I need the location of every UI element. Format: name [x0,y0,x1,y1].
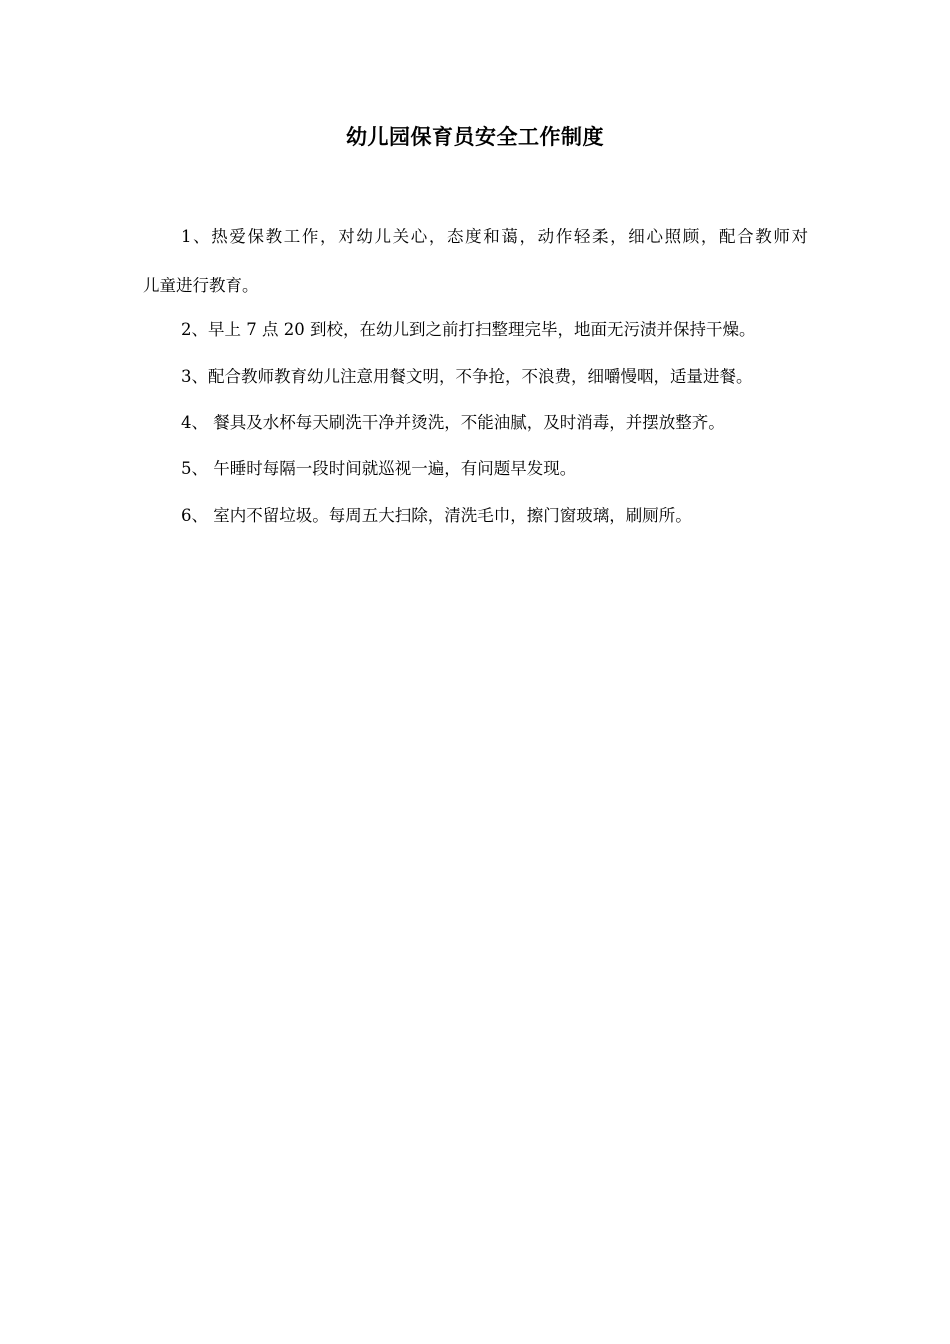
rule-item-1-line-1: 1、热爱保教工作，对幼儿关心，态度和蔼，动作轻柔，细心照顾，配合教师对 [181,227,808,246]
rule-item-4: 4、 餐具及水杯每天刷洗干净并烫洗，不能油腻，及时消毒，并摆放整齐。 [181,413,725,432]
rule-item-5: 5、 午睡时每隔一段时间就巡视一遍，有问题早发现。 [181,459,577,478]
rule-item-6: 6、 室内不留垃圾。每周五大扫除，清洗毛巾，擦门窗玻璃，刷厕所。 [181,506,692,525]
rule-item-3: 3、配合教师教育幼儿注意用餐文明，不争抢，不浪费，细嚼慢咽，适量进餐。 [181,367,753,386]
rule-item-1-line-2: 儿童进行教育。 [143,276,259,295]
document-title: 幼儿园保育员安全工作制度 [346,124,604,149]
rule-item-2: 2、早上 7 点 20 到校，在幼儿到之前打扫整理完毕，地面无污渍并保持干燥。 [181,320,756,339]
